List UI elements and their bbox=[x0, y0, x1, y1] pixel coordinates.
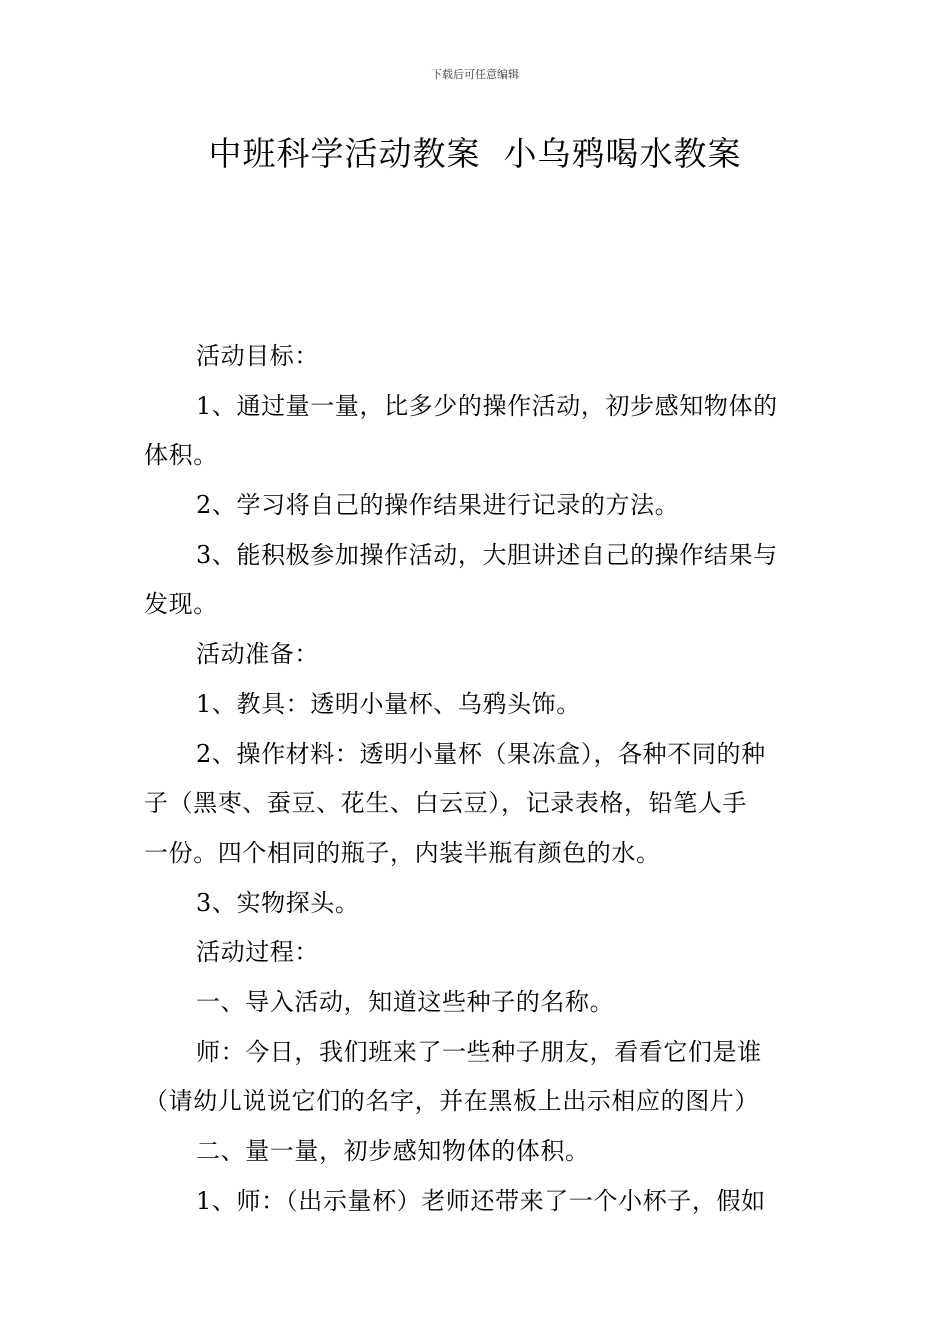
body-line: 活动过程： bbox=[196, 938, 319, 967]
document-title: 中班科学活动教案 小乌鸦喝水教案 bbox=[208, 134, 742, 173]
body-line: 1、通过量一量，比多少的操作活动，初步感知物体的 bbox=[196, 391, 778, 420]
body-line: 2、操作材料：透明小量杯（果冻盒），各种不同的种 bbox=[196, 739, 766, 768]
body-line: 一、导入活动，知道这些种子的名称。 bbox=[196, 987, 615, 1016]
body-line: 活动准备： bbox=[196, 640, 319, 669]
body-line: 一份。四个相同的瓶子，内装半瓶有颜色的水。 bbox=[144, 838, 661, 867]
document-body bbox=[144, 332, 808, 1226]
body-line: 体积。 bbox=[144, 441, 218, 470]
body-line: （请幼儿说说它们的名字，并在黑板上出示相应的图片） bbox=[144, 1087, 759, 1116]
header-note: 下载后可任意编辑 bbox=[431, 68, 519, 81]
body-line: 活动目标： bbox=[196, 342, 319, 370]
body-line: 3、实物探头。 bbox=[196, 888, 360, 917]
body-line: 二、量一量，初步感知物体的体积。 bbox=[196, 1137, 590, 1165]
body-line: 2、学习将自己的操作结果进行记录的方法。 bbox=[196, 491, 680, 520]
body-line: 1、师：（出示量杯）老师还带来了一个小杯子，假如 bbox=[196, 1186, 766, 1215]
body-line: 1、教具：透明小量杯、乌鸦头饰。 bbox=[196, 689, 581, 718]
body-line: 师：今日，我们班来了一些种子朋友，看看它们是谁 bbox=[196, 1037, 762, 1066]
body-line: 子（黑枣、蚕豆、花生、白云豆），记录表格，铅笔人手 bbox=[144, 789, 747, 818]
body-line: 3、能积极参加操作活动，大胆讲述自己的操作结果与 bbox=[196, 540, 778, 569]
body-line: 发现。 bbox=[144, 590, 218, 619]
